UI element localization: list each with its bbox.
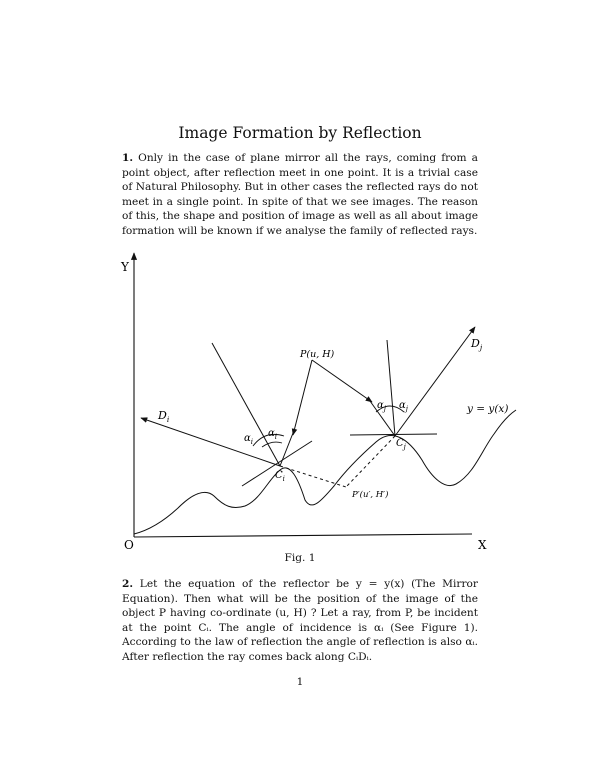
point-cj-label: $C_j$ xyxy=(396,438,406,451)
incident-ray-ci xyxy=(293,360,312,435)
page-number: 1 xyxy=(296,676,304,688)
dashed-line-cj-pprime xyxy=(346,436,395,487)
alpha-i-left-label: $\alpha_i$ xyxy=(244,433,254,446)
incident-ray-cj xyxy=(312,360,372,402)
point-di-label: $D_i$ xyxy=(158,409,170,424)
paragraph-2 xyxy=(122,577,478,665)
paragraph-2-text: Let the equation of the reflector be y = y(x) (The Mirror Equation). Then what will be the position of the image of the object P having co-ordinate (u, H) ? Let a ray, from P, be incident at the point Cᵢ. The angle of incidence is αᵢ (See Figure 1). According to the law of reflection the angle of reflection is also αᵢ. After reflection the ray comes back along CᵢDᵢ. xyxy=(122,578,478,663)
paragraph-1-text: Only in the case of plane mirror all the rays, coming from a point object, after reflection meet in one point. It is a trivial case of Natural Philosophy. But in other cases the reflected rays do not meet in a single point. In spite of that we see images. The reason of this, the shape and position of image as well as all about image formation will be known if we analyse the family of reflected rays. xyxy=(122,152,478,237)
curve-equation-label: y = y(x) xyxy=(467,403,509,415)
point-p-label: P(u, H) xyxy=(300,349,335,360)
origin-label: O xyxy=(124,538,134,552)
x-axis-label: X xyxy=(478,538,487,552)
y-axis-label: Y xyxy=(121,260,129,274)
alpha-j-left-label: $\alpha_j$ xyxy=(377,400,386,413)
point-ci-label: $C_i$ xyxy=(275,470,285,483)
x-axis xyxy=(134,534,472,537)
paragraph-1-number: 1. xyxy=(122,152,134,164)
alpha-j-right-label: $\alpha_j$ xyxy=(399,400,408,413)
mirror-curve xyxy=(134,410,516,534)
paragraph-2-number: 2. xyxy=(122,578,134,590)
figure-caption: Fig. 1 xyxy=(284,552,316,564)
alpha-i-right-label: $\alpha_i$ xyxy=(268,428,278,441)
normal-line-ci xyxy=(212,343,280,466)
point-dj-label: $D_j$ xyxy=(471,337,483,352)
reflected-ray-dj xyxy=(395,327,475,436)
reflected-ray-di xyxy=(141,418,280,466)
normal-line-cj xyxy=(387,340,395,436)
page-title: Image Formation by Reflection xyxy=(178,124,422,142)
point-pprime-label: P′(u′, H′) xyxy=(352,490,389,500)
